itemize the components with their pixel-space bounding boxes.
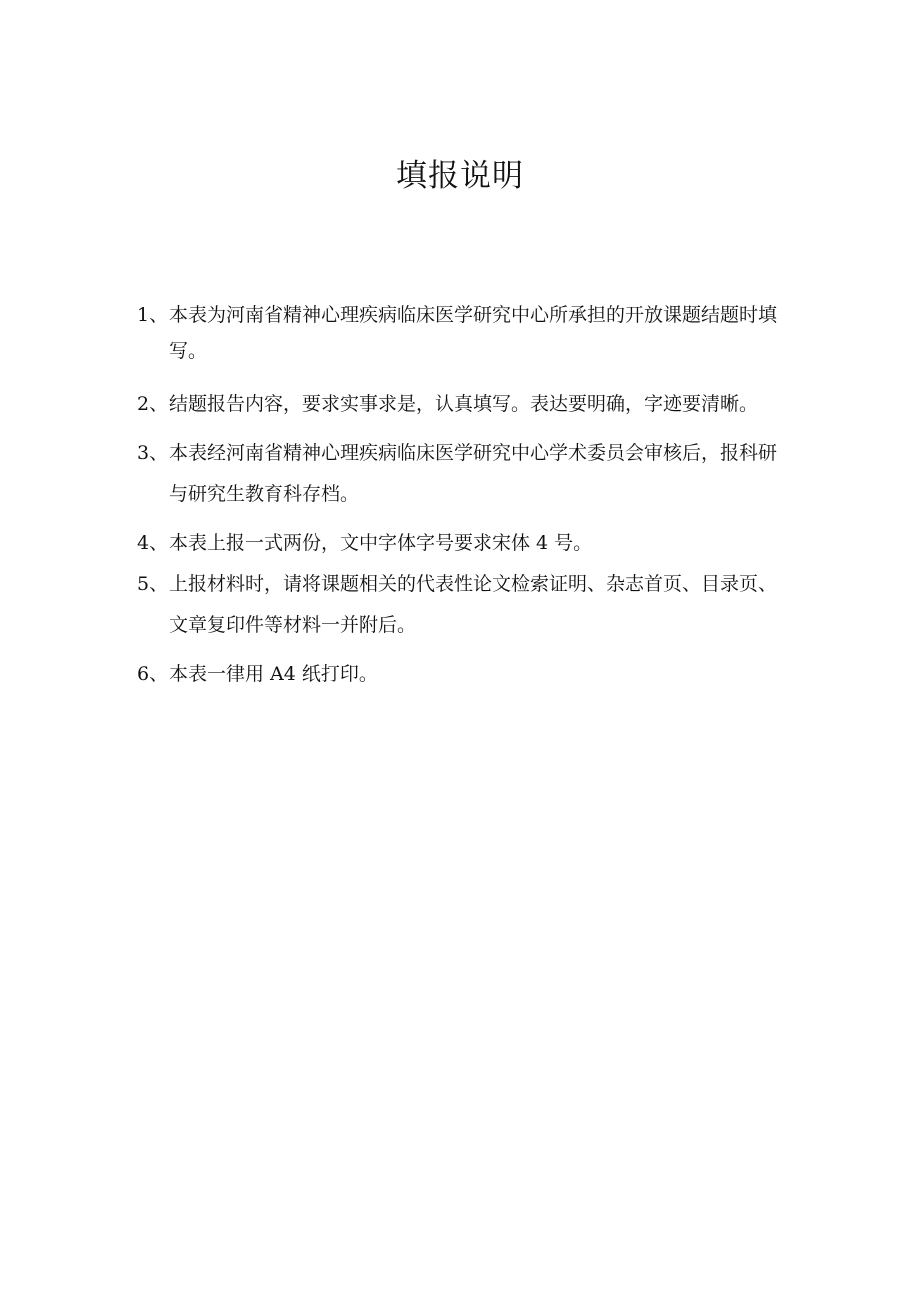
item-number: 5、 xyxy=(137,573,169,595)
item-number: 1、 xyxy=(137,304,169,326)
instruction-item-2 xyxy=(137,384,777,425)
item-text: 本表为河南省精神心理疾病临床医学研究中心所承担的开放课题结题时填写。 xyxy=(169,304,778,362)
instruction-list xyxy=(137,297,777,692)
instruction-item-1 xyxy=(137,297,777,369)
instruction-item-3 xyxy=(137,433,777,515)
page-title: 填报说明 xyxy=(396,158,524,194)
item-text: 本表经河南省精神心理疾病临床医学研究中心学术委员会审核后，报科研与研究生教育科存档。 xyxy=(169,442,778,505)
item-number: 2、 xyxy=(137,393,169,415)
item-text: 本表上报一式两份，文中字体字号要求宋体 4 号。 xyxy=(169,532,593,554)
item-text: 本表一律用 A4 纸打印。 xyxy=(169,663,378,685)
item-number: 6、 xyxy=(137,663,169,685)
item-text: 结题报告内容，要求实事求是，认真填写。表达要明确，字迹要清晰。 xyxy=(169,393,759,415)
instruction-item-6 xyxy=(137,656,777,692)
instruction-item-5 xyxy=(137,564,777,646)
item-number: 4、 xyxy=(137,532,169,554)
instruction-item-4 xyxy=(137,525,777,561)
item-text: 上报材料时，请将课题相关的代表性论文检索证明、杂志首页、目录页、文章复印件等材料一并附后。 xyxy=(169,573,778,636)
item-number: 3、 xyxy=(137,442,169,464)
